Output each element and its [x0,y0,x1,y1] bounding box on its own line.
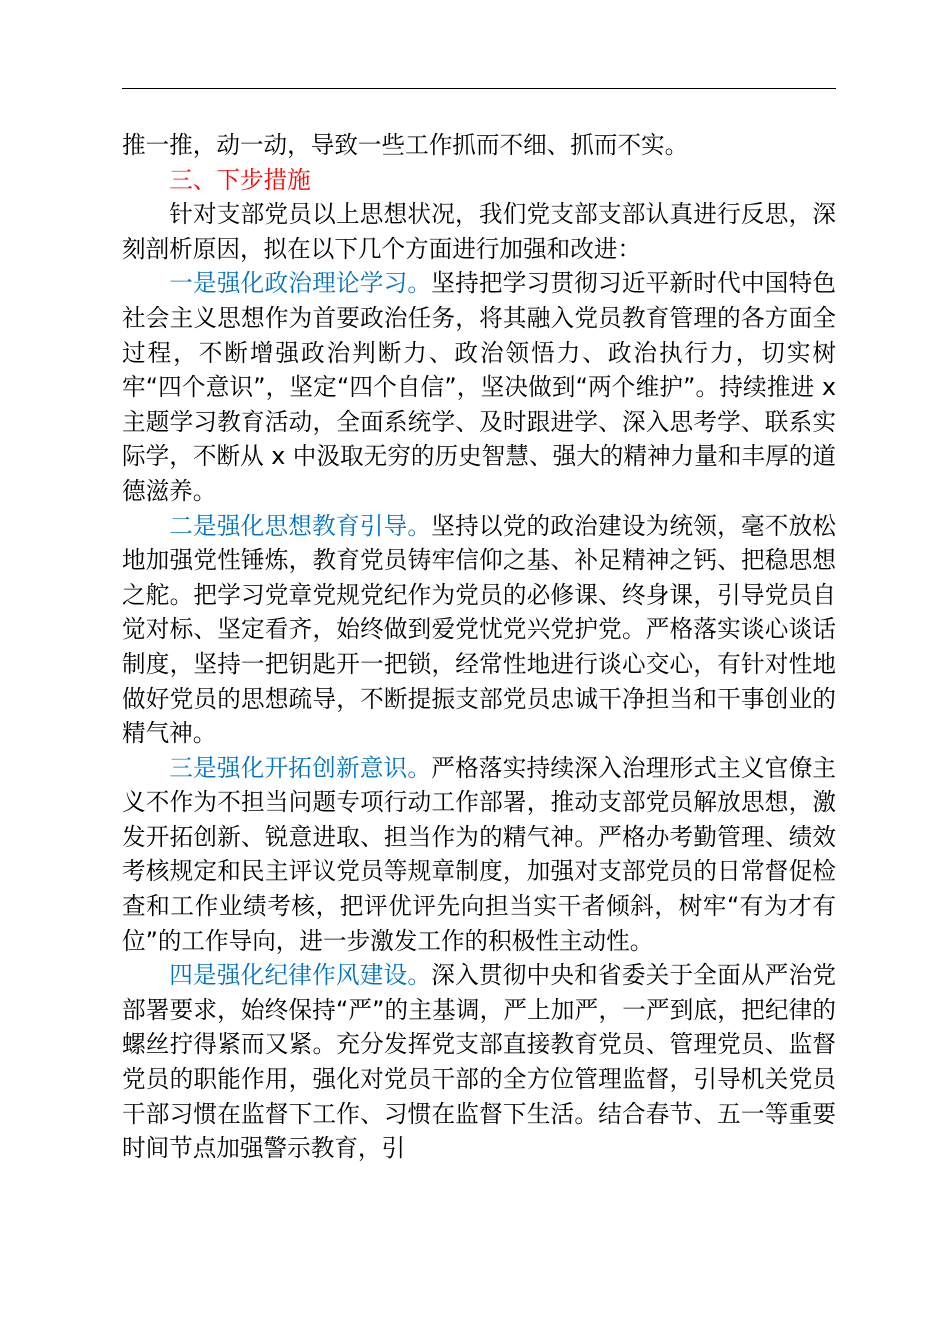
measure-lead-3: 三是强化开拓创新意识。 [169,753,432,782]
measure-text-1: 坚持把学习贯彻习近平新时代中国特色社会主义思想作为首要政治任务，将其融入党员教育管理的各方面全过程，不断增强政治判断力、政治领悟力、政治执行力，切实树牢“四个意识”，坚定“四个自信”，坚决做到“两个维护”。持续推进 x 主题学习教育活动，全面系统学、及时跟进学、深入思考学、联系实际学，不断从 x 中汲取无穷的历史智慧、强大的精神力量和丰厚的道德滋养。 [122,269,837,505]
header-rule [122,88,836,89]
measure-text-3: 严格落实持续深入治理形式主义官僚主义不作为不担当问题专项行动工作部署，推动支部党员解放思想，激发开拓创新、锐意进取、担当作为的精气神。严格办考勤管理、绩效考核规定和民主评议党员等规章制度，加强对支部党员的日常督促检查和工作业绩考核，把评优评先向担当实干者倾斜，树牢“有为才有位”的工作导向，进一步激发工作的积极性主动性。 [122,753,837,955]
measure-paragraph-3 [122,751,836,959]
measure-lead-2: 二是强化思想教育引导。 [169,511,432,540]
measure-lead-1: 一是强化政治理论学习。 [169,269,432,298]
measure-paragraph-4 [122,958,836,1166]
measure-paragraph-1 [122,266,836,508]
measure-lead-4: 四是强化纪律作风建设。 [169,961,432,990]
measure-text-4: 深入贯彻中央和省委关于全面从严治党部署要求，始终保持“严”的主基调，严上加严，一严到底，把纪律的螺丝拧得紧而又紧。充分发挥党支部直接教育党员、管理党员、监督党员的职能作用，强化对党员干部的全方位管理监督，引导机关党员干部习惯在监督下工作、习惯在监督下生活。结合春节、五一等重要时间节点加强警示教育，引 [122,961,837,1163]
measure-text-2: 坚持以党的政治建设为统领，毫不放松地加强党性锤炼，教育党员铸牢信仰之基、补足精神之钙、把稳思想之舵。把学习党章党规党纪作为党员的必修课、终身课，引导党员自觉对标、坚定看齐，始终做到爱党忧党兴党护党。严格落实谈心谈话制度，坚持一把钥匙开一把锁，经常性地进行谈心交心，有针对性地做好党员的思想疏导，不断提振支部党员忠诚干净担当和干事创业的精气神。 [122,511,837,748]
section-heading: 三、下步措施 [169,165,311,194]
carryover-paragraph: 推一推，动一动，导致一些工作抓而不细、抓而不实。 [122,131,689,159]
document-body [122,128,836,1166]
measure-paragraph-2 [122,509,836,751]
intro-paragraph: 针对支部党员以上思想状况，我们党支部支部认真进行反思，深刻剖析原因，拟在以下几个方面进行加强和改进： [122,200,836,263]
